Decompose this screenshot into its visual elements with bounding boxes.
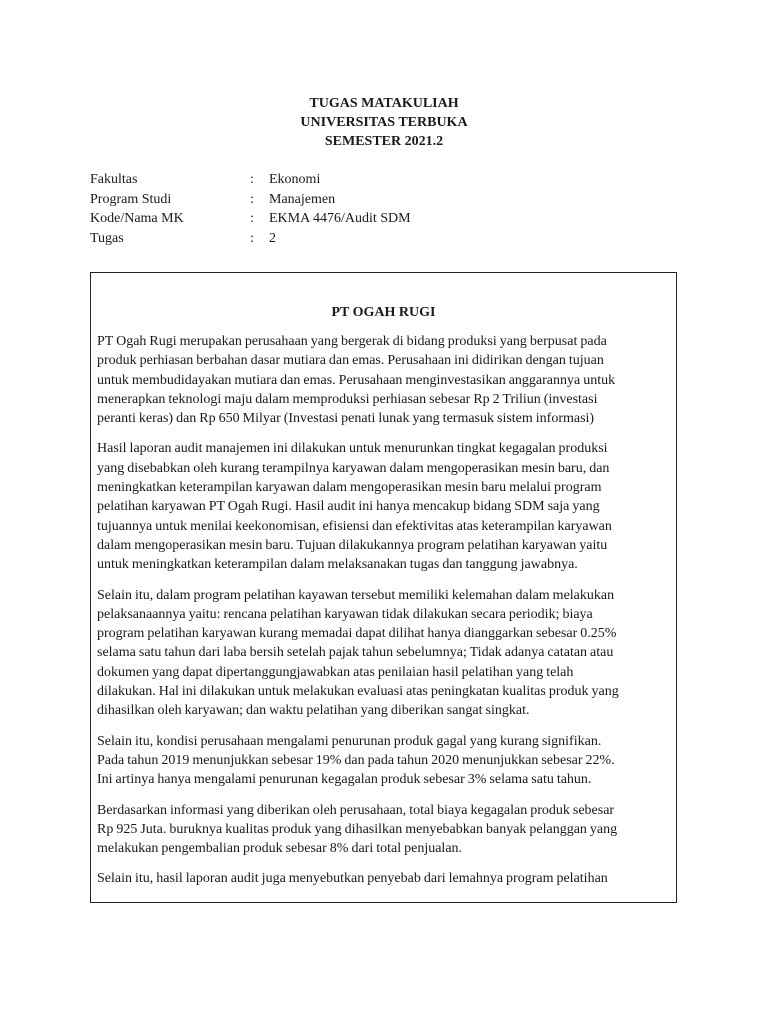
header-line-semester: SEMESTER 2021.2 — [324, 134, 444, 149]
info-colon: : — [250, 230, 254, 246]
info-row-faculty — [90, 170, 411, 190]
text-line: Pada tahun 2019 menunjukkan sebesar 19% dan pada tahun 2020 menunjukkan sebesar 22%. — [97, 752, 615, 768]
text-line: Berdasarkan informasi yang diberikan oleh perusahaan, total biaya kegagalan produk sebesar — [97, 802, 615, 818]
info-value: EKMA 4476/Audit SDM — [269, 211, 411, 226]
text-line: Hasil laporan audit manajemen ini dilakukan untuk menurunkan tingkat kegagalan produksi — [97, 441, 608, 457]
info-row-study-program — [90, 190, 411, 210]
text-line: dihasilkan oleh karyawan; dan waktu pelatihan yang diberikan sangat singkat. — [97, 703, 530, 719]
case-study-box — [90, 272, 677, 903]
case-paragraph — [91, 332, 676, 428]
info-label: Tugas — [90, 230, 124, 246]
info-value: Manajemen — [269, 191, 336, 207]
header-line-university: UNIVERSITAS TERBUKA — [300, 115, 468, 130]
case-title: PT OGAH RUGI — [331, 305, 436, 320]
text-line: dalam mengoperasikan mesin baru. Tujuan dilakukannya program pelatihan karyawan yaitu — [97, 537, 608, 553]
info-label: Program Studi — [90, 191, 172, 207]
text-line: PT Ogah Rugi merupakan perusahaan yang bergerak di bidang produksi yang berpusat pada — [97, 334, 607, 349]
info-label: Fakultas — [90, 172, 138, 187]
text-line: program pelatihan karyawan kurang memadai dapat dilihat hanya dianggarkan sebesar 0.25% — [97, 626, 617, 642]
text-line: Rp 925 Juta. buruknya kualitas produk yang dihasilkan menyebabkan banyak pelanggan yang — [97, 821, 618, 837]
text-line: dokumen yang dapat dipertanggungjawabkan atas penilaian hasil pelatihan yang telah — [97, 664, 574, 680]
course-info — [90, 170, 411, 248]
info-colon: : — [250, 191, 254, 207]
text-line: dilakukan. Hal ini dilakukan untuk melakukan evaluasi atas peningkatan kualitas produk yang — [97, 684, 619, 700]
text-line: tujuannya untuk menilai keekonomisan, efisiensi dan efektivitas atas keterampilan karyawan — [97, 518, 612, 534]
case-paragraph — [91, 869, 676, 888]
text-line: Selain itu, dalam program pelatihan kayawan tersebut memiliki kelemahan dalam melakukan — [97, 587, 615, 603]
text-line: Selain itu, hasil laporan audit juga menyebutkan penyebab dari lemahnya program pelatihan — [97, 871, 608, 887]
info-row-course-code — [90, 209, 411, 229]
text-line: yang disebabkan oleh kurang terampilnya karyawan dalam mengoperasikan mesin baru, dan — [97, 460, 610, 476]
header-line-course: TUGAS MATAKULIAH — [309, 96, 459, 111]
case-paragraph — [91, 801, 676, 859]
case-paragraph — [91, 439, 676, 574]
text-line: untuk membudidayakan mutiara dan emas. Perusahaan menginvestasikan anggarannya untuk — [97, 372, 616, 388]
case-paragraph — [91, 732, 676, 790]
text-line: peranti keras) dan Rp 650 Milyar (Investasi penati lunak yang termasuk sistem informasi) — [97, 411, 595, 427]
info-colon: : — [250, 172, 254, 187]
text-line: Selain itu, kondisi perusahaan mengalami penurunan produk gagal yang kurang signifikan. — [97, 733, 602, 749]
case-paragraph — [91, 586, 676, 721]
info-value: Ekonomi — [269, 172, 321, 187]
text-line: pelatihan karyawan PT Ogah Rugi. Hasil audit ini hanya mencakup bidang SDM saja yang — [97, 499, 600, 515]
assignment-header — [0, 94, 768, 151]
text-line: pelaksanaannya yaitu: rencana pelatihan karyawan tidak dilakukan secara periodik; biaya — [97, 606, 593, 622]
text-line: menerapkan teknologi maju dalam memproduksi perhiasan sebesar Rp 2 Triliun (investasi — [97, 391, 598, 407]
info-row-assignment — [90, 229, 411, 249]
text-line: melakukan pengembalian produk sebesar 8% dari total penjualan. — [97, 841, 463, 857]
info-value: 2 — [269, 230, 276, 246]
text-line: untuk meningkatkan keterampilan dalam melaksanakan tugas dan tanggung jawabnya. — [97, 557, 578, 573]
text-line: selama satu tahun dari laba bersih setelah pajak tahun sebelumnya; Tidak adanya catatan atau — [97, 645, 614, 661]
text-line: Ini artinya hanya mengalami penurunan kegagalan produk sebesar 3% selama satu tahun. — [97, 772, 592, 788]
text-line: produk perhiasan berbahan dasar mutiara dan emas. Perusahaan ini didirikan dengan tujuan — [97, 353, 604, 369]
info-colon: : — [250, 211, 254, 226]
text-line: meningkatkan keterampilan karyawan dalam mengoperasikan mesin baru melalui program — [97, 480, 602, 496]
info-label: Kode/Nama MK — [90, 211, 184, 226]
